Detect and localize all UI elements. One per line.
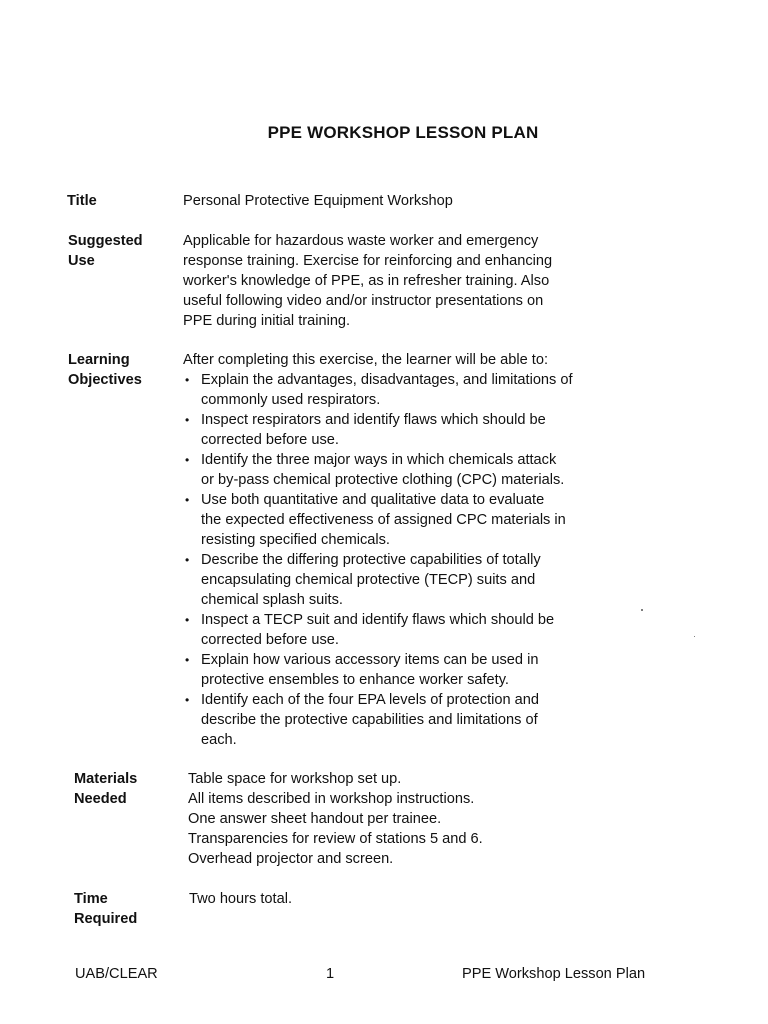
content-line: All items described in workshop instructions. xyxy=(188,791,475,807)
objectives-intro: After completing this exercise, the learner will be able to: xyxy=(183,352,549,368)
content-line: Personal Protective Equipment Workshop xyxy=(183,193,453,209)
content-line: Transparencies for review of stations 5 and 6. xyxy=(188,831,483,847)
scan-speck xyxy=(694,636,695,637)
bullet-line: or by-pass chemical protective clothing (CPC) materials. xyxy=(201,472,565,488)
list-item xyxy=(183,490,603,550)
bullet-line: corrected before use. xyxy=(201,432,339,448)
section-content-materials-needed xyxy=(188,769,608,869)
section-content-learning-objectives xyxy=(183,350,603,750)
section-content-suggested-use xyxy=(183,231,603,331)
content-line: response training. Exercise for reinforcing and enhancing xyxy=(183,253,553,269)
content-line: Applicable for hazardous waste worker and emergency xyxy=(183,233,539,249)
bullet-line: corrected before use. xyxy=(201,632,339,648)
footer-left: UAB/CLEAR xyxy=(75,966,158,982)
bullet-line: • Identify each of the four EPA levels of protection and xyxy=(201,692,540,708)
bullet-line: • Explain how various accessory items can be used in xyxy=(201,652,539,668)
bullet-line: each. xyxy=(201,732,237,748)
bullet-line: • Inspect a TECP suit and identify flaws which should be xyxy=(201,612,555,628)
section-label-materials-needed: Materials Needed xyxy=(74,771,138,807)
content-line: PPE during initial training. xyxy=(183,313,351,329)
content-line: One answer sheet handout per trainee. xyxy=(188,811,442,827)
bullet-line: commonly used respirators. xyxy=(201,392,381,408)
bullet-line: • Identify the three major ways in which chemicals attack xyxy=(201,452,557,468)
bullet-line: the expected effectiveness of assigned CPC materials in xyxy=(201,512,566,528)
content-line: Two hours total. xyxy=(189,891,293,907)
section-label-learning-objectives: Learning Objectives xyxy=(68,352,142,388)
list-item xyxy=(183,410,603,450)
list-item xyxy=(183,690,603,750)
list-item xyxy=(183,610,603,650)
bullet-line: describe the protective capabilities and limitations of xyxy=(201,712,538,728)
bullet-line: encapsulating chemical protective (TECP) suits and xyxy=(201,572,536,588)
content-line: useful following video and/or instructor presentations on xyxy=(183,293,544,309)
bullet-line: • Inspect respirators and identify flaws which should be xyxy=(201,412,546,428)
list-item xyxy=(183,550,603,610)
content-line: Table space for workshop set up. xyxy=(188,771,402,787)
content-line: worker's knowledge of PPE, as in refresher training. Also xyxy=(183,273,550,289)
list-item xyxy=(183,450,603,490)
footer-right: PPE Workshop Lesson Plan xyxy=(462,966,646,982)
bullet-line: chemical splash suits. xyxy=(201,592,343,608)
section-content-title xyxy=(183,191,603,211)
scan-speck xyxy=(641,609,643,611)
bullet-line: • Explain the advantages, disadvantages, and limitations of xyxy=(201,372,573,388)
bullet-line: • Describe the differing protective capabilities of totally xyxy=(201,552,541,568)
objectives-list xyxy=(183,370,603,750)
list-item xyxy=(183,650,603,690)
section-label-title: Title xyxy=(67,193,97,209)
section-label-suggested-use: Suggested Use xyxy=(68,233,143,269)
bullet-line: protective ensembles to enhance worker safety. xyxy=(201,672,509,688)
page-number: 1 xyxy=(326,966,335,982)
bullet-line: • Use both quantitative and qualitative data to evaluate xyxy=(201,492,545,508)
list-item xyxy=(183,370,603,410)
content-line: Overhead projector and screen. xyxy=(188,851,394,867)
page-title: PPE WORKSHOP LESSON PLAN xyxy=(267,123,539,142)
section-label-time-required: Time Required xyxy=(74,891,138,927)
bullet-line: resisting specified chemicals. xyxy=(201,532,390,548)
section-content-time-required xyxy=(189,889,609,909)
